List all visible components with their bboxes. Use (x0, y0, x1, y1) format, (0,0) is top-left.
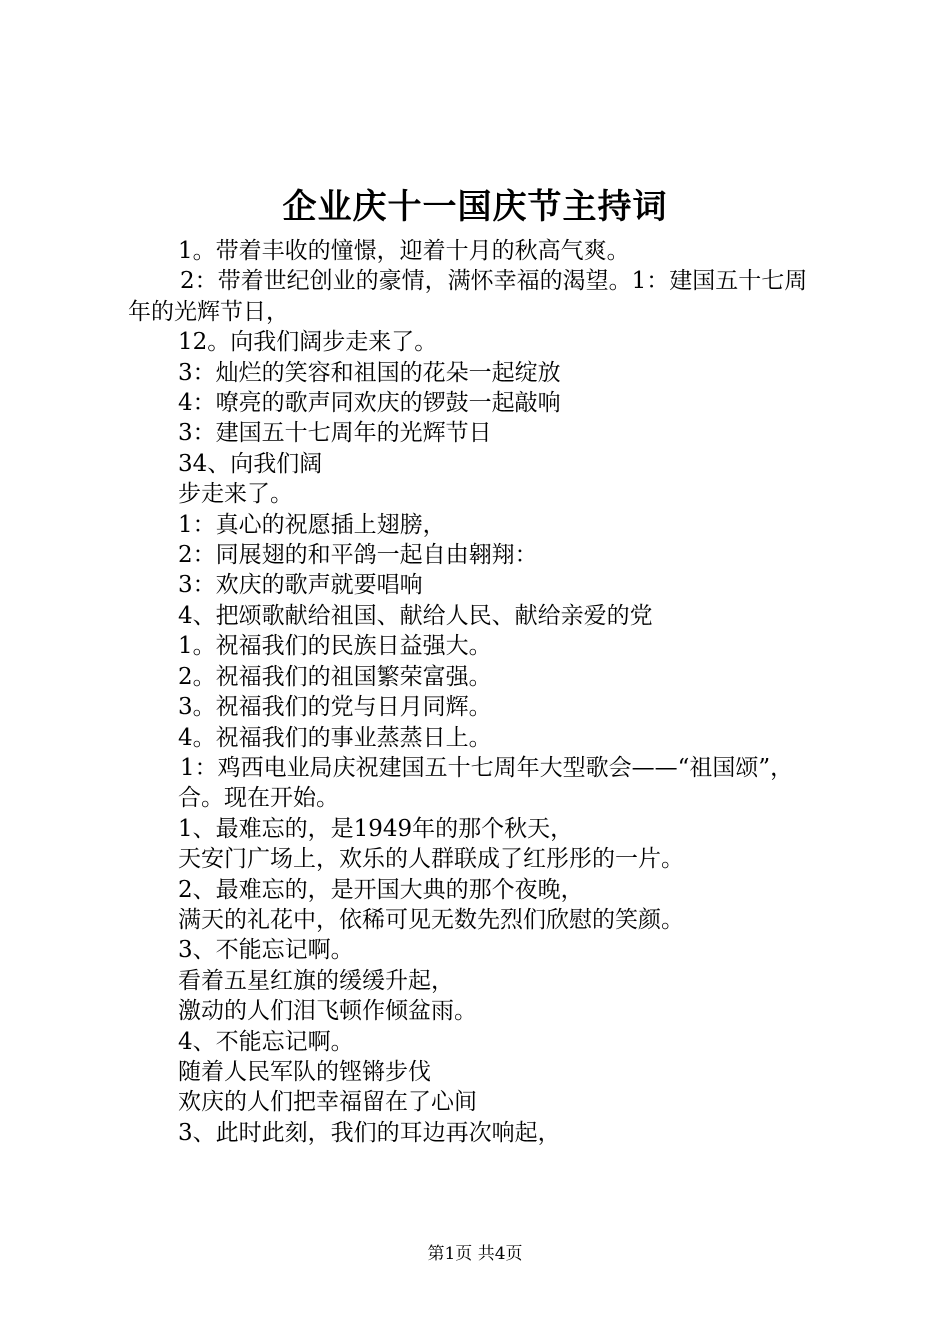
text-line: 3。祝福我们的党与日月同辉。 (178, 694, 492, 721)
text-line: 激动的人们泪飞顿作倾盆雨。 (178, 998, 477, 1025)
text-line: 12。向我们阔步走来了。 (178, 329, 438, 356)
text-line: 3：欢庆的歌声就要唱响 (178, 572, 423, 599)
text-line: 4：嘹亮的歌声同欢庆的锣鼓一起敲响 (178, 390, 561, 417)
text-line: 欢庆的人们把幸福留在了心间 (178, 1089, 477, 1116)
text-line: 天安门广场上，欢乐的人群联成了红彤彤的一片。 (178, 846, 684, 873)
text-line: 34、向我们阔 (178, 450, 323, 477)
text-line: 2。祝福我们的祖国繁荣富强。 (178, 663, 492, 690)
text-line: 1：鸡西电业局庆祝建国五十七周年大型歌会——“祖国颂”， (180, 754, 794, 781)
text-line: 1。祝福我们的民族日益强大。 (178, 633, 492, 660)
text-line: 1、最难忘的，是1949年的那个秋天， (178, 815, 574, 842)
text-line: 4、把颂歌献给祖国、献给人民、献给亲爱的党 (178, 602, 653, 629)
text-line: 3、此时此刻，我们的耳边再次响起， (178, 1119, 561, 1146)
document-title: 企业庆十一国庆节主持词 (282, 187, 668, 227)
text-line: 满天的礼花中，依稀可见无数先烈们欣慰的笑颜。 (178, 906, 684, 933)
document-body (128, 236, 828, 1148)
text-line: 2、最难忘的，是开国大典的那个夜晚， (178, 876, 584, 903)
text-line: 1：真心的祝愿插上翅膀， (178, 511, 446, 538)
text-line: 2：同展翅的和平鸽一起自由翱翔： (178, 542, 538, 569)
text-line: 4、不能忘记啊。 (178, 1028, 354, 1055)
page-number-footer: 第1页 共4页 (427, 1244, 523, 1264)
text-line: 随着人民军队的铿锵步伐 (178, 1058, 431, 1085)
text-line: 步走来了。 (178, 481, 293, 508)
text-line: 合。现在开始。 (178, 785, 339, 812)
text-line: 3：灿烂的笑容和祖国的花朵一起绽放 (178, 359, 561, 386)
text-line: 看着五星红旗的缓缓升起， (178, 967, 454, 994)
text-line: 1。带着丰收的憧憬，迎着十月的秋高气爽。 (178, 238, 630, 264)
text-line: 4。祝福我们的事业蒸蒸日上。 (178, 724, 492, 751)
text-line: 3、不能忘记啊。 (178, 937, 354, 964)
text-line: 3：建国五十七周年的光辉节日 (178, 420, 492, 447)
text-line: 2：带着世纪创业的豪情，满怀幸福的渴望。1：建国五十七周年的光辉节日， (128, 268, 808, 325)
